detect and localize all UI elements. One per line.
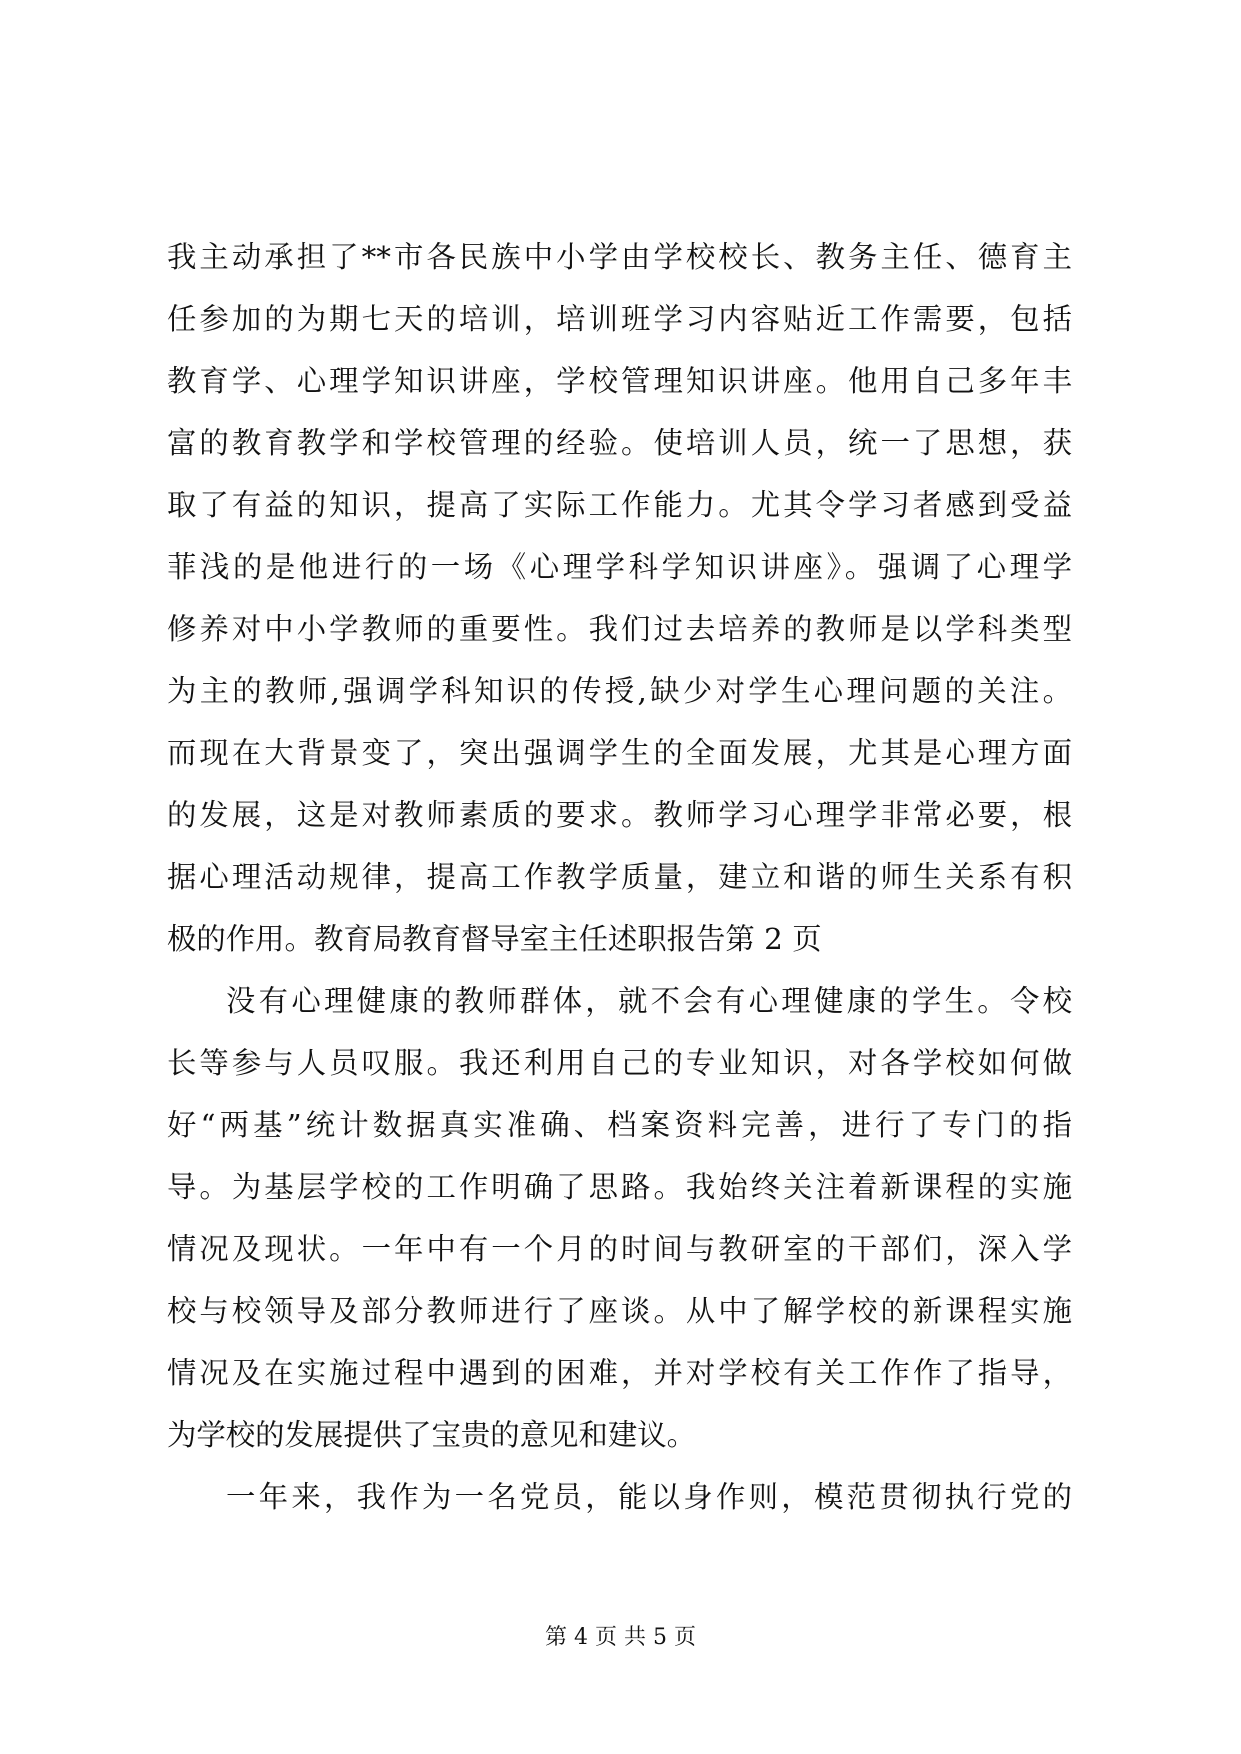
paragraph-line: 为学校的发展提供了宝贵的意见和建议。 xyxy=(167,1418,697,1452)
paragraph-3 xyxy=(167,1466,1072,1528)
paragraph-line: 教育学、心理学知识讲座，学校管理知识讲座。他用自己多年丰 xyxy=(167,364,1072,398)
paragraph-line: 富的教育教学和学校管理的经验。使培训人员，统一了思想，获 xyxy=(167,426,1072,460)
paragraph-line: 为主的教师,强调学科知识的传授,缺少对学生心理问题的关注。 xyxy=(167,674,1072,708)
paragraph-line: 取了有益的知识，提高了实际工作能力。尤其令学习者感到受益 xyxy=(167,488,1072,522)
paragraph-line: 一年来，我作为一名党员，能以身作则，模范贯彻执行党的 xyxy=(226,1480,1072,1514)
page-footer: 第 4 页 共 5 页 xyxy=(545,1625,696,1650)
paragraph-line: 情况及现状。一年中有一个月的时间与教研室的干部们，深入学 xyxy=(167,1232,1072,1266)
paragraph-2 xyxy=(167,970,1072,1466)
paragraph-line: 导。为基层学校的工作明确了思路。我始终关注着新课程的实施 xyxy=(167,1170,1072,1204)
paragraph-line: 任参加的为期七天的培训，培训班学习内容贴近工作需要，包括 xyxy=(167,302,1072,336)
paragraph-line: 的发展，这是对教师素质的要求。教师学习心理学非常必要，根 xyxy=(167,798,1072,832)
paragraph-line: 修养对中小学教师的重要性。我们过去培养的教师是以学科类型 xyxy=(167,612,1072,646)
paragraph-1 xyxy=(167,226,1072,970)
paragraph-line: 而现在大背景变了，突出强调学生的全面发展，尤其是心理方面 xyxy=(167,736,1072,770)
paragraph-line: 长等参与人员叹服。我还利用自己的专业知识，对各学校如何做 xyxy=(167,1046,1072,1080)
paragraph-line: 据心理活动规律，提高工作教学质量，建立和谐的师生关系有积 xyxy=(167,860,1072,894)
paragraph-line: 我主动承担了**市各民族中小学由学校校长、教务主任、德育主 xyxy=(167,240,1072,274)
paragraph-line: 极的作用。教育局教育督导室主任述职报告第 2 页 xyxy=(167,922,822,956)
body-text xyxy=(167,226,1072,1528)
paragraph-line: 菲浅的是他进行的一场《心理学科学知识讲座》。强调了心理学 xyxy=(167,550,1072,584)
paragraph-line: 没有心理健康的教师群体，就不会有心理健康的学生。令校 xyxy=(226,984,1072,1018)
paragraph-line: 情况及在实施过程中遇到的困难，并对学校有关工作作了指导， xyxy=(167,1356,1072,1390)
paragraph-line: 好“两基”统计数据真实准确、档案资料完善，进行了专门的指 xyxy=(167,1108,1072,1142)
paragraph-line: 校与校领导及部分教师进行了座谈。从中了解学校的新课程实施 xyxy=(167,1294,1072,1328)
